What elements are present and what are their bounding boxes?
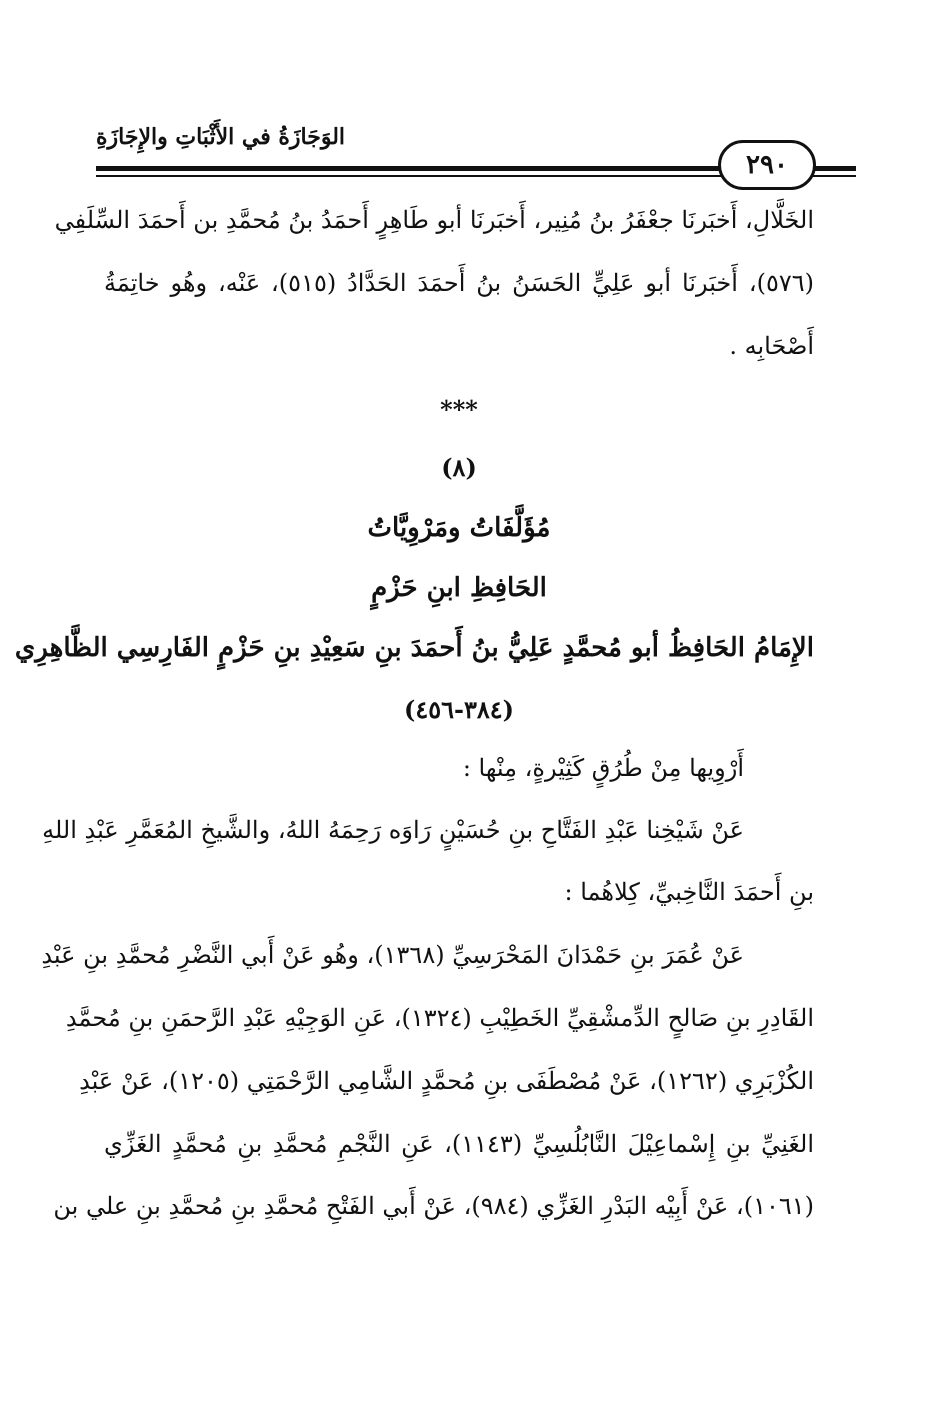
text-line: عَنْ عُمَرَ بنِ حَمْدَانَ المَحْرَسِيِّ (١٣٦٨)، وهُو عَنْ أَبي النَّضْرِ مُحمَّدِ بنِ عَبْدِ [41, 941, 744, 969]
running-title: الوَجَازَةُ في الأَثْبَاتِ والإِجَازَةِ [96, 124, 346, 150]
text-line: الخَلَّالِ، أَخبَرنَا جعْفَرُ بنُ مُنِير، أَخبَرنَا أبو طَاهِرٍ أَحمَدُ بنُ مُحمَّدِ بن أَحمَدَ السِّلَفِي [54, 206, 814, 234]
text-line: (١٠٦١)، عَنْ أَبِيْه البَدْرِ الغَزِّي (٩٨٤)، عَنْ أَبي الفَتْحِ مُحمَّدِ بنِ مُحمَّدِ بنِ علي بن [53, 1192, 814, 1220]
text-line: (٥٧٦)، أَخبَرنَا أبو عَلِيٍّ الحَسَنُ بنُ أَحمَدَ الحَدَّادُ (٥١٥)، عَنْه، وهُو خاتِمَةُ [104, 269, 814, 297]
section-number: (٨) [441, 453, 477, 482]
text-line: القَادِرِ بنِ صَالحٍ الدِّمشْقِيِّ الخَطِيْبِ (١٣٢٤)، عَنِ الوَجِيْهِ عَبْدِ الرَّحمَنِ بنِ مُحمَّدِ [65, 1004, 814, 1032]
header-rule-thin [96, 175, 726, 177]
section-separator: *** [440, 395, 478, 424]
text-line: أَصْحَابِه . [729, 332, 814, 360]
header-rule-thick [96, 166, 726, 171]
page-number: ٢٩٠ [718, 140, 816, 190]
text-line: بنِ أَحمَدَ النَّاخِبيِّ، كِلاهُما : [564, 878, 814, 906]
text-line: عَنْ شَيْخِنا عَبْدِ الفَتَّاحِ بنِ حُسَيْنٍ رَاوَه رَحِمَهُ اللهُ، والشَّيخِ المُعَمَّرِ عَبْدِ اللهِ [42, 816, 744, 844]
header-rule-right-thin [808, 175, 856, 177]
intro-line: أَرْوِيها مِنْ طُرُقٍ كَثِيْرةٍ، مِنْها : [462, 754, 744, 782]
text-line: الغَنِيِّ بنِ إِسْماعِيْلَ النَّابُلُسِيِّ (١١٤٣)، عَنِ النَّجْمِ مُحمَّدِ بنِ مُحمَّدٍ الغَزِّي [104, 1130, 814, 1158]
scholar-dates: (٣٨٤-٤٥٦) [403, 695, 515, 724]
section-title: مُؤَلَّفَاتُ ومَرْوِيَّاتُ [367, 513, 551, 543]
text-line: الكُزْبَرِي (١٢٦٢)، عَنْ مُصْطَفَى بنِ مُحمَّدٍ الشَّامِي الرَّحْمَتِي (١٢٠٥)، عَنْ عَبْدِ [79, 1067, 814, 1095]
scholar-full-name: الإِمَامُ الحَافِظُ أبو مُحمَّدٍ عَلِيُّ بنُ أَحمَدَ بنِ سَعِيْدِ بنِ حَزْمٍ الفَارِسِي الظَّاهِرِي [14, 633, 814, 663]
section-subtitle: الحَافِظِ ابنِ حَزْمٍ [371, 573, 547, 603]
